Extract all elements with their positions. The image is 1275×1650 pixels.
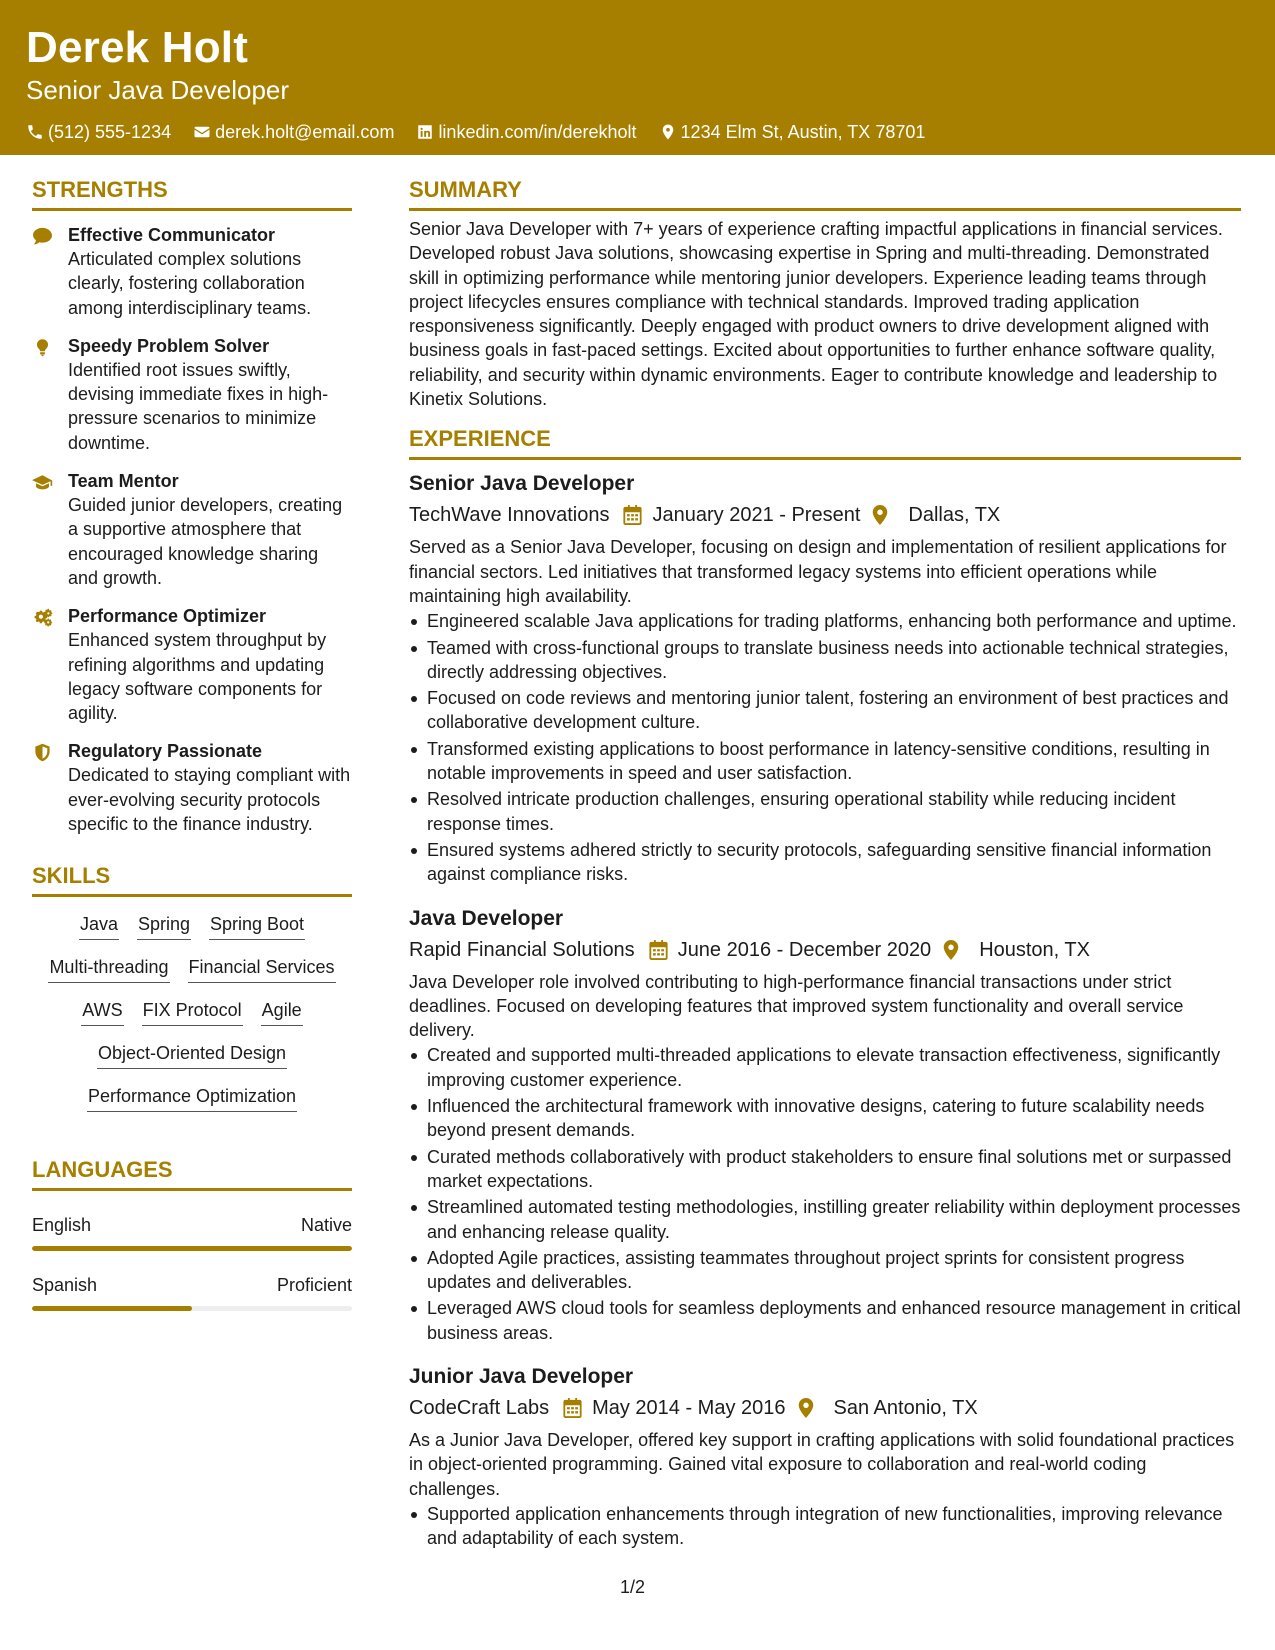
job-dates: January 2021 - Present xyxy=(652,504,861,527)
right-column xyxy=(409,176,1241,1552)
job-bullet: Ensured systems adhered strictly to security protocols, safeguarding sensitive financial information against compliance risks. xyxy=(409,838,1241,887)
strength-item xyxy=(32,334,352,455)
email-text: derek.holt@email.com xyxy=(215,122,395,142)
skill-tag: FIX Protocol xyxy=(142,997,243,1026)
strengths-heading: STRENGTHS xyxy=(32,176,352,211)
job-dates: June 2016 - December 2020 xyxy=(677,938,932,961)
job-company: Rapid Financial Solutions xyxy=(409,938,635,961)
skill-tag: Spring xyxy=(137,911,191,940)
language-level: Native xyxy=(300,1215,352,1236)
job-bullet: Created and supported multi-threaded applications to elevate transaction effectiveness, significantly improving customer experience. xyxy=(409,1043,1241,1092)
job-bullet: Streamlined automated testing methodologies, instilling greater reliability within deployment processes and enhancing release quality. xyxy=(409,1195,1241,1244)
job-title: Java Developer xyxy=(409,906,564,930)
calendar-icon xyxy=(563,1398,582,1418)
skills-section xyxy=(32,862,352,1112)
job-bullet: Engineered scalable Java applications for trading platforms, enhancing both performance and uptime. xyxy=(409,609,1241,633)
skill-tag: Object-Oriented Design xyxy=(97,1040,287,1069)
skill-tag: Java xyxy=(79,911,119,940)
job-bullet: Teamed with cross-functional groups to translate business needs into actionable technical strategies, directly addressing objectives. xyxy=(409,636,1241,685)
job-bullet: Focused on code reviews and mentoring junior talent, fostering an environment of best practices and collaborative development culture. xyxy=(409,686,1241,735)
job-title: Senior Java Developer xyxy=(409,472,635,496)
candidate-title: Senior Java Developer xyxy=(26,75,290,105)
address-text: 1234 Elm St, Austin, TX 78701 xyxy=(680,122,926,142)
language-bar-fill xyxy=(32,1246,352,1251)
languages-section xyxy=(32,1156,352,1311)
shield-icon xyxy=(32,743,53,762)
speech-bubble-icon xyxy=(32,227,53,246)
job-bullet: Supported application enhancements through integration of new functionalities, improving relevance and adaptability of each system. xyxy=(409,1502,1241,1551)
skill-tag: Financial Services xyxy=(188,954,336,983)
strength-item xyxy=(32,739,352,836)
language-item xyxy=(32,1213,352,1251)
map-pin-icon xyxy=(872,505,888,525)
job-company: CodeCraft Labs xyxy=(409,1396,550,1419)
calendar-icon xyxy=(649,940,668,960)
job-bullet: Adopted Agile practices, assisting teammates throughout project sprints for consistent progress updates and deliverables. xyxy=(409,1246,1241,1295)
job-company: TechWave Innovations xyxy=(409,504,610,527)
calendar-icon xyxy=(623,505,642,525)
job-meta xyxy=(409,936,1241,964)
strength-desc: Guided junior developers, creating a supportive atmosphere that encouraged knowledge sharing and growth. xyxy=(68,495,343,588)
language-level: Proficient xyxy=(276,1275,352,1296)
page-number: 1/2 xyxy=(620,1577,646,1597)
job-entry xyxy=(409,1363,1241,1550)
skill-tag: Performance Optimization xyxy=(87,1083,297,1112)
contact-address xyxy=(659,120,926,144)
strength-desc: Enhanced system throughput by refining algorithms and updating legacy software components for agility. xyxy=(68,630,327,724)
resume-header xyxy=(0,0,1275,155)
job-bullet: Resolved intricate production challenges, ensuring operational stability while reducing incident response times. xyxy=(409,787,1241,836)
language-bar-fill xyxy=(32,1306,192,1311)
left-column xyxy=(32,176,352,1311)
strength-desc: Identified root issues swiftly, devising immediate fixes in high-pressure scenarios to minimize downtime. xyxy=(68,359,329,453)
job-entry xyxy=(409,905,1241,1345)
strength-name: Regulatory Passionate xyxy=(68,741,263,762)
strength-name: Team Mentor xyxy=(68,471,179,492)
strength-name: Effective Communicator xyxy=(68,225,276,245)
skill-tag: Spring Boot xyxy=(209,911,305,940)
job-location: Houston, TX xyxy=(979,938,1090,961)
skill-tag: Agile xyxy=(261,997,303,1026)
strength-desc: Dedicated to staying compliant with ever-evolving security protocols specific to the finance industry. xyxy=(68,765,351,835)
strength-desc: Articulated complex solutions clearly, fostering collaboration among interdisciplinary teams. xyxy=(68,249,312,318)
skill-tag: Multi-threading xyxy=(48,954,169,983)
map-pin-icon xyxy=(798,1398,814,1418)
gears-icon xyxy=(32,608,53,627)
language-item xyxy=(32,1273,352,1311)
languages-heading: LANGUAGES xyxy=(32,1156,352,1191)
candidate-name: Derek Holt xyxy=(26,23,249,72)
experience-heading: EXPERIENCE xyxy=(409,425,1241,460)
language-bar xyxy=(32,1306,352,1311)
phone-icon xyxy=(26,123,44,141)
lightbulb-icon xyxy=(32,338,53,357)
job-title: Junior Java Developer xyxy=(409,1364,634,1388)
linkedin-icon xyxy=(416,123,434,141)
skills-heading: SKILLS xyxy=(32,862,352,897)
strength-name: Performance Optimizer xyxy=(68,606,267,627)
map-pin-icon xyxy=(659,123,677,141)
envelope-icon xyxy=(193,123,211,141)
strengths-list xyxy=(32,223,352,836)
language-name: Spanish xyxy=(32,1275,98,1296)
job-meta xyxy=(409,501,1241,529)
strength-item xyxy=(32,223,352,320)
job-bullet: Curated methods collaboratively with product stakeholders to ensure final solutions met or surpassed market expectations. xyxy=(409,1145,1241,1194)
summary-heading: SUMMARY xyxy=(409,176,1241,211)
linkedin-text: linkedin.com/in/derekholt xyxy=(438,122,637,142)
skills-list xyxy=(32,911,352,1112)
phone-text: (512) 555-1234 xyxy=(48,122,172,142)
contact-email[interactable] xyxy=(193,120,394,144)
job-description: Served as a Senior Java Developer, focusing on design and implementation of resilient applications for financial sectors. Led initiatives that transformed legacy systems into efficient operations while maintaining high availability. xyxy=(409,537,1227,606)
contact-linkedin[interactable] xyxy=(416,120,636,144)
experience-section xyxy=(409,425,1241,1550)
strength-item xyxy=(32,604,352,725)
job-location: San Antonio, TX xyxy=(833,1396,978,1419)
contact-phone[interactable] xyxy=(26,120,171,144)
job-bullet: Leveraged AWS cloud tools for seamless deployments and enhanced resource management in critical business areas. xyxy=(409,1296,1241,1345)
map-pin-icon xyxy=(943,940,959,960)
job-location: Dallas, TX xyxy=(908,504,1001,527)
job-meta xyxy=(409,1394,1241,1422)
job-bullets xyxy=(409,1502,1241,1551)
language-name: English xyxy=(32,1215,92,1236)
job-entry xyxy=(409,470,1241,886)
skill-tag: AWS xyxy=(81,997,123,1026)
job-dates: May 2014 - May 2016 xyxy=(592,1396,786,1419)
strength-name: Speedy Problem Solver xyxy=(68,335,270,356)
contact-row xyxy=(26,120,1249,144)
summary-text: Senior Java Developer with 7+ years of experience crafting impactful applications in financial services. Developed robust Java solutions, showcasing expertise in Spring and multi-threading. Demonstrated skill in optimizing performance while mentoring junior developers. Experience leading teams through project lifecycles ensures compliance with technical standards. Improved trading application responsiveness significantly. Deeply engaged with product owners to drive development aligned with business goals in fast-paced settings. Excited about opportunities to further enhance software quality, reliability, and security within dynamic environments. Eager to contribute knowledge and leadership to Kinetix Solutions. xyxy=(409,219,1223,410)
job-description: Java Developer role involved contributing to high-performance financial transactions under strict deadlines. Focused on developing features that improved system functionality and overall service delivery. xyxy=(409,971,1184,1041)
job-description: As a Junior Java Developer, offered key support in crafting applications with solid foundational practices in object-oriented programming. Gained vital exposure to collaboration and real-world coding challenges. xyxy=(409,1429,1235,1499)
job-bullets xyxy=(409,1043,1241,1345)
job-bullets xyxy=(409,609,1241,886)
strength-item xyxy=(32,469,352,590)
job-bullet: Transformed existing applications to boost performance in latency-sensitive conditions, resulting in notable improvements in speed and user satisfaction. xyxy=(409,737,1241,786)
job-bullet: Influenced the architectural framework with innovative designs, catering to future scalability needs beyond present demands. xyxy=(409,1094,1241,1143)
language-bar xyxy=(32,1246,352,1251)
graduation-cap-icon xyxy=(32,473,53,492)
